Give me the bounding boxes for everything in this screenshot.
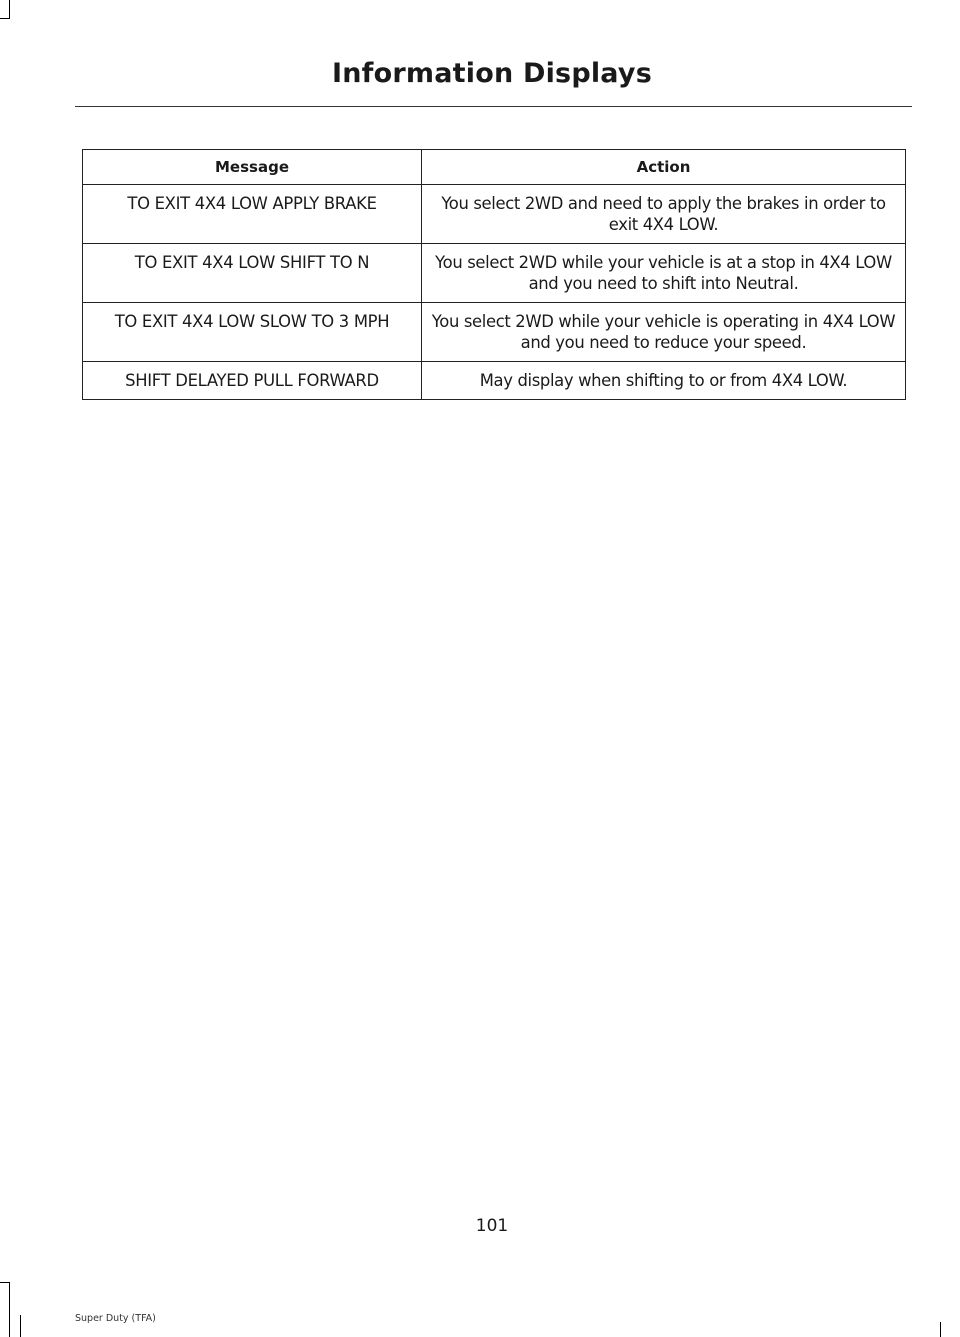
crop-mark-top-left-horizontal <box>0 18 10 19</box>
message-cell: TO EXIT 4X4 LOW APPLY BRAKE <box>83 185 422 244</box>
table-row <box>83 303 906 362</box>
title-divider <box>75 106 912 107</box>
page-title: Information Displays <box>332 58 652 89</box>
action-cell: You select 2WD while your vehicle is at a stop in 4X4 LOW and you need to shift into Neutral. <box>422 244 906 303</box>
footer-model-name: Super Duty (TFA) <box>75 1313 156 1324</box>
message-cell: TO EXIT 4X4 LOW SHIFT TO N <box>83 244 422 303</box>
crop-mark-top-left-vertical <box>9 0 10 18</box>
action-cell: May display when shifting to or from 4X4 LOW. <box>422 362 906 400</box>
column-header-message: Message <box>83 150 422 185</box>
message-cell: SHIFT DELAYED PULL FORWARD <box>83 362 422 400</box>
action-cell: You select 2WD while your vehicle is operating in 4X4 LOW and you need to reduce your speed. <box>422 303 906 362</box>
crop-mark-bottom-left-inner <box>20 1315 21 1337</box>
message-action-table <box>82 149 906 400</box>
column-header-action: Action <box>422 150 906 185</box>
action-cell: You select 2WD and need to apply the brakes in order to exit 4X4 LOW. <box>422 185 906 244</box>
table-row <box>83 185 906 244</box>
crop-mark-bottom-right-vertical <box>940 1322 941 1337</box>
table-row <box>83 362 906 400</box>
table-row <box>83 244 906 303</box>
crop-mark-bottom-left-vertical <box>9 1282 10 1337</box>
message-cell: TO EXIT 4X4 LOW SLOW TO 3 MPH <box>83 303 422 362</box>
table-header-row <box>83 150 906 185</box>
page-number: 101 <box>475 1216 509 1236</box>
crop-mark-bottom-left-corner <box>0 1282 10 1283</box>
